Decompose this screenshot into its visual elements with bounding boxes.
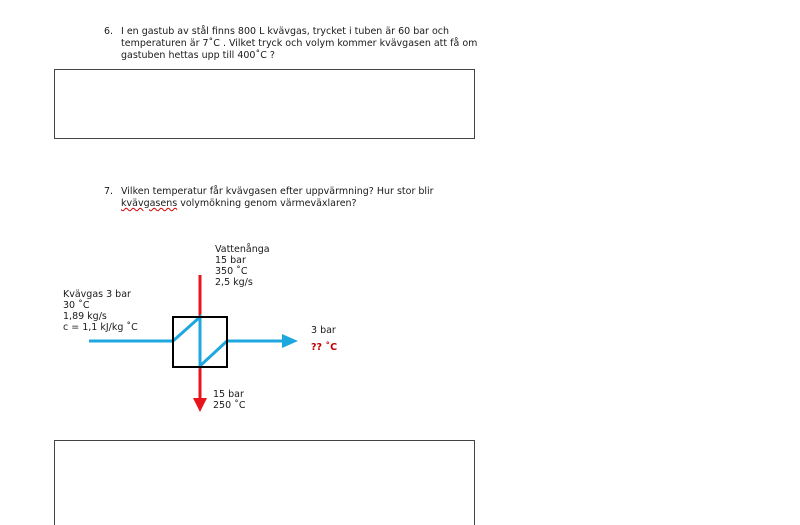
- label-line: 2,5 kg/s: [215, 277, 253, 288]
- unknown-temperature: ?? ˚C: [311, 342, 338, 353]
- label-line: 250 ˚C: [213, 400, 246, 411]
- steam-outlet-label: [213, 389, 246, 411]
- nitrogen-arrow-head: [282, 334, 298, 348]
- label-line: 350 ˚C: [215, 266, 248, 277]
- nitrogen-line-inner: [173, 317, 227, 366]
- spellcheck-word: kvävgasens: [121, 198, 178, 209]
- steam-arrow-head: [193, 398, 207, 412]
- nitrogen-outlet-label: [311, 325, 337, 353]
- question-number: 7.: [104, 186, 114, 197]
- nitrogen-inlet-label: [63, 289, 138, 333]
- label-line: Vattenånga: [215, 244, 270, 255]
- question-number: 6.: [104, 26, 114, 37]
- label-line: 1,89 kg/s: [63, 311, 107, 322]
- label-line: 15 bar: [215, 255, 246, 266]
- question-line-rest: volymökning genom värmeväxlaren?: [177, 198, 357, 209]
- label-line: Kvävgas 3 bar: [63, 289, 131, 300]
- label-line: c = 1,1 kJ/kg ˚C: [63, 322, 138, 333]
- label-line: 3 bar: [311, 325, 336, 336]
- steam-inlet-label: [215, 244, 270, 288]
- question-line: temperaturen är 7˚C . Vilket tryck och volym kommer kvävgasen att få om: [121, 38, 478, 49]
- label-line: 30 ˚C: [63, 300, 90, 311]
- question-line: gastuben hettas upp till 400˚C ?: [121, 50, 275, 61]
- question-line: I en gastub av stål finns 800 L kvävgas, trycket i tuben är 60 bar och: [121, 26, 450, 37]
- label-line: 15 bar: [213, 389, 244, 400]
- question-line: Vilken temperatur får kvävgasen efter uppvärmning? Hur stor blir: [121, 186, 434, 197]
- answer-box-7[interactable]: [54, 440, 475, 525]
